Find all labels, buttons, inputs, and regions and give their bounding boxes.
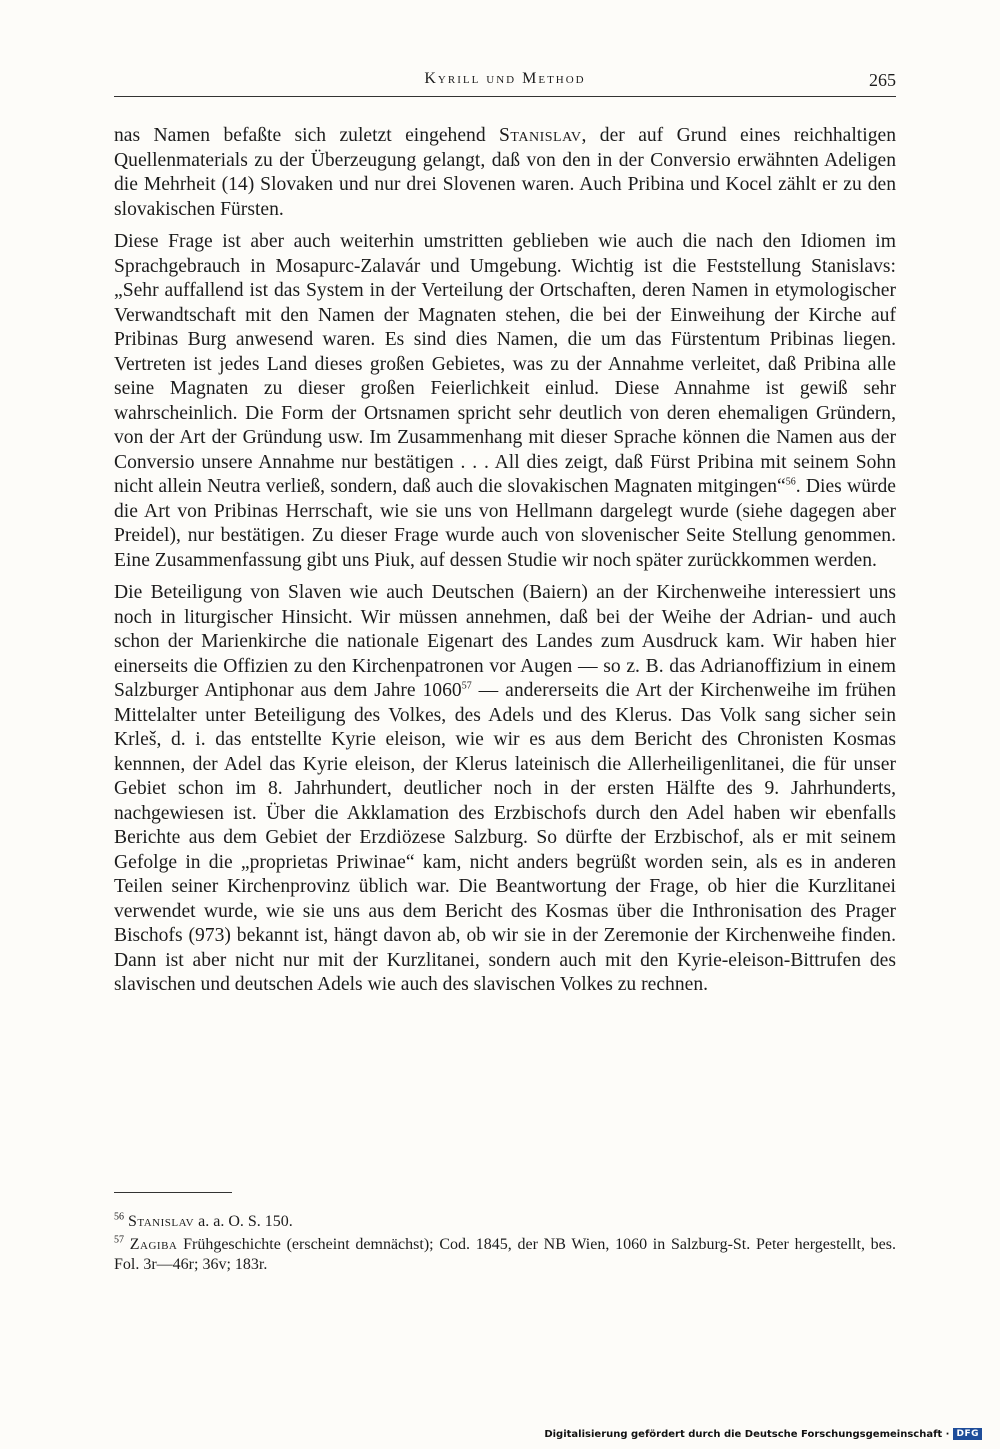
page-header bbox=[114, 70, 896, 94]
footnote-57 bbox=[114, 1235, 896, 1275]
footnotes bbox=[114, 1212, 896, 1278]
body-text bbox=[114, 124, 896, 1006]
author-name: Stanislav bbox=[499, 125, 582, 146]
footnote-author: Stanislav bbox=[128, 1213, 195, 1230]
text-run: — andererseits die Art der Kirchenweihe im frühen Mittelalter unter Beteiligung des Volkes, des Adels und des Klerus. Das Volk sang sicher sein Krleš, d. i. das entstellte Kyrie eleison, wie wir es aus dem Bericht des Chronisten Kosmas kennnen, der Adel das Kyrie eleison, der Klerus lateinisch die Allerheiligenlitanei, die für unser Gebiet schon im 8. Jahrhundert, deutlicher noch in der ersten Hälfte des 9. Jahrhunderts, nachgewiesen ist. Über die Akklamation des Erzbischofs durch den Adel haben wir ebenfalls Berichte aus dem Gebiet der Erzdiözese Salzburg. So dürfte der Erzbischof, als er mit seinem Gefolge in die „proprietas Priwinae“ kam, nicht anders begrüßt worden sein, als es in anderen Teilen seiner Kirchenprovinz üblich war. Die Beantwortung der Frage, ob hier die Kurzlitanei verwendet wurde, wie sie uns aus dem Bericht des Kosmas über die Inthronisation des Prager Bischofs (973) bekannt ist, hängt davon ab, ob wir sie in der Zeremonie der Kirchenweihe finden. Dann ist aber nicht nur mit der Kurzlitanei, sondern auch mit den Kyrie-eleison-Bittrufen des slavischen und deutschen Adels wie auch des slavischen Volkes zu rechnen. bbox=[114, 680, 896, 995]
text-run: . Dies würde die Art von Pribinas Herrschaft, wie sie uns von Hellmann dargelegt wurde (siehe dagegen aber Preidel), nur bestätigen. Zu dieser Frage wurde auch von slovenischer Seite Stellung genommen. Eine Zusammenfassung gibt uns Piuk, auf dessen Studie wir noch später zurückkommen werden. bbox=[114, 476, 897, 571]
digitization-credit bbox=[544, 1426, 982, 1442]
header-rule bbox=[114, 96, 896, 97]
text-run: Diese Frage ist aber auch weiterhin umstritten geblieben wie auch die nach den Idiomen im Sprachgebrauch in Mosapurc-Zalavár und Umgebung. Wichtig ist die Feststellung Stanislavs: „Sehr auffallend ist das System in der Verteilung der Ortschaften, deren Namen in etymologischer Verwandtschaft mit den Namen der Magnaten stehen, die bei der Einweihung der Kirche auf Pribinas Burg anwesend waren. Es sind dies Namen, die um das Fürstentum Pribinas liegen. Vertreten ist jedes Land dieses großen Gebietes, was zu der Annahme verleitet, daß Pribina alle seine Magnaten zu dieser großen Feierlichkeit einlud. Diese Annahme ist gewiß sehr wahrscheinlich. Die Form der Ortsnamen spricht sehr deutlich von deren ehemaligen Gründern, von der Art der Gründung usw. Im Zusammenhang mit dieser Sprache können die Namen aus der Conversio unsere Annahme nur bestätigen . . . All dies zeigt, daß Fürst Pribina mit seinem Sohn nicht allein Neutra verließ, sondern, daß auch die slovakischen Magnaten mitgingen“ bbox=[114, 231, 896, 497]
credit-text: Digitalisierung gefördert durch die Deutsche Forschungsgemeinschaft · bbox=[544, 1428, 950, 1440]
text-run: , der auf Grund eines reichhaltigen Quellenmaterials zu der Überzeugung gelangt, daß von den in der Conversio erwähnten Adeligen die Mehrheit (14) Slovaken und nur drei Slovenen waren. Auch Pribina und Kocel zählt er zu den slovakischen Fürsten. bbox=[114, 125, 896, 220]
footnote-number: 57 bbox=[114, 1234, 124, 1246]
footnote-author: Zagiba bbox=[129, 1236, 178, 1253]
footnote-text: Frühgeschichte (erscheint demnächst); Cod. 1845, der NB Wien, 1060 in Salzburg-St. Peter hergestellt, bes. Fol. 3r—46r; 36v; 183r. bbox=[114, 1236, 897, 1273]
text-run: nas Namen befaßte sich zuletzt eingehend bbox=[114, 125, 500, 146]
footnote-text: a. a. O. S. 150. bbox=[194, 1213, 293, 1230]
dfg-logo-icon: DFG bbox=[953, 1428, 982, 1440]
footnote-ref-56: 56 bbox=[785, 476, 796, 488]
paragraph-3 bbox=[114, 581, 896, 998]
footnote-number: 56 bbox=[114, 1211, 124, 1223]
paragraph-2 bbox=[114, 230, 896, 573]
footnote-ref-57: 57 bbox=[461, 680, 472, 692]
paragraph-1 bbox=[114, 124, 896, 222]
footnote-56 bbox=[114, 1212, 896, 1232]
footnote-rule bbox=[114, 1192, 232, 1193]
page-number: 265 bbox=[869, 70, 896, 90]
text-run: Die Beteiligung von Slaven wie auch Deutschen (Baiern) an der Kirchenweihe interessiert uns noch in liturgischer Hinsicht. Wir müssen annehmen, daß bei der Weihe der Adrian- und auch schon der Marienkirche die nationale Eigenart des Landes zum Ausdruck kam. Wir haben hier einerseits die Offizien zu den Kirchenpatronen vor Augen — so z. B. das Adrianoffizium in einem Salzburger Antiphonar aus dem Jahre 1060 bbox=[114, 582, 896, 701]
running-title: Kyrill und Method bbox=[424, 70, 586, 87]
